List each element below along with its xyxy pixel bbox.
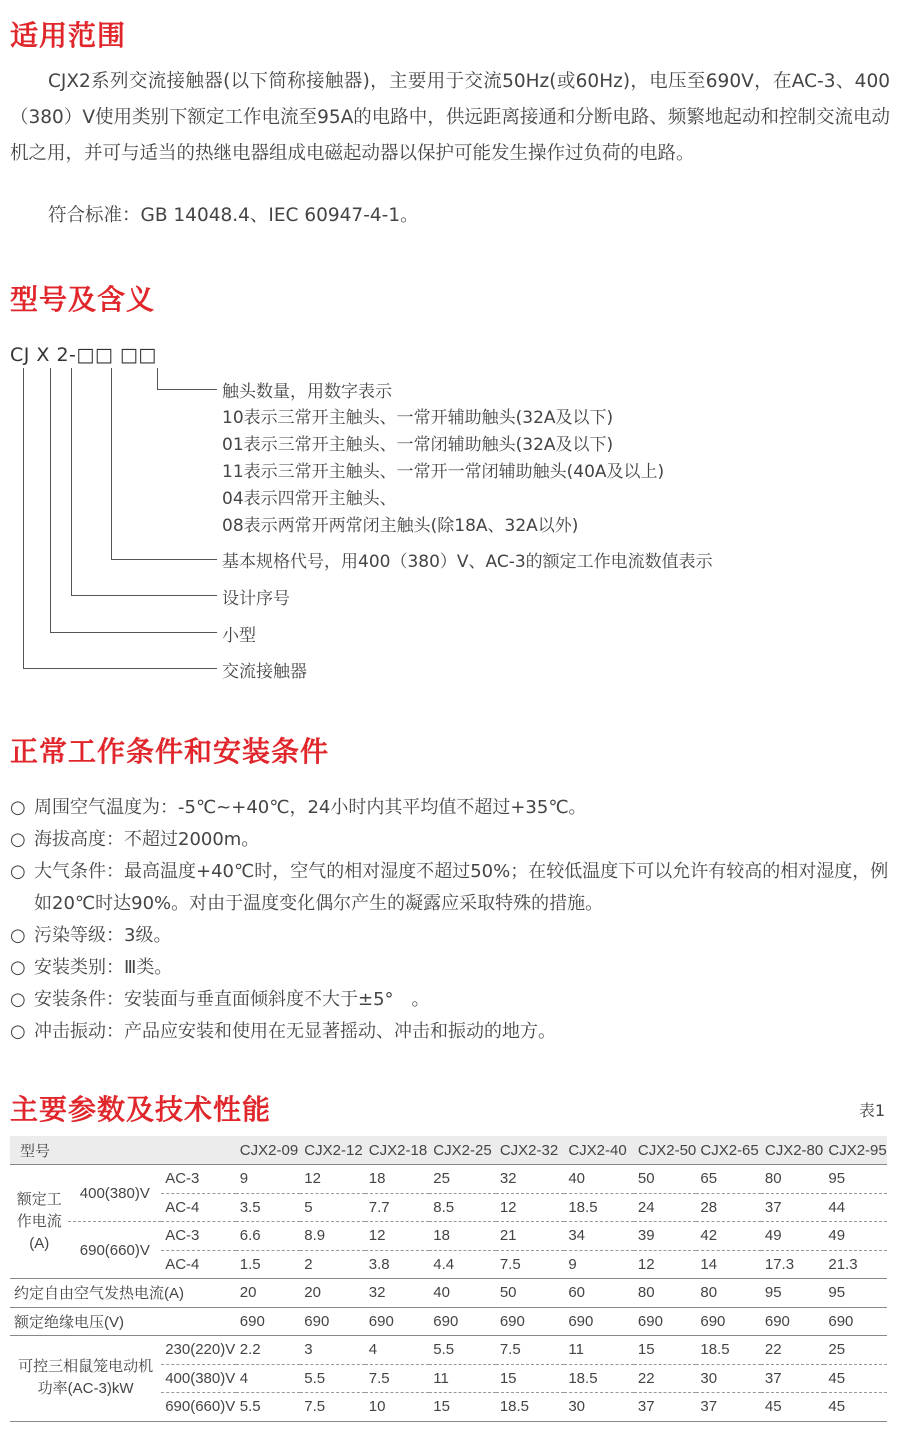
tree-line [50,632,217,633]
table-cell: 80 [761,1165,825,1194]
table-cell: 50 [634,1165,696,1194]
section-title-conditions: 正常工作条件和安装条件 [10,735,330,768]
table-cell: 45 [761,1393,825,1422]
table-cell: 690 [634,1307,696,1336]
table-cell: 7.7 [365,1193,430,1222]
table-cell: 20 [300,1279,365,1308]
table-cell: 690 [496,1307,565,1336]
table-cell: 37 [761,1193,825,1222]
table-cell: 5.5 [236,1393,301,1422]
category-label: AC-4 [161,1250,236,1279]
model-item: 01表示三常开主触头、一常闭辅助触头(32A及以下) [222,435,614,455]
table-row [10,1307,887,1336]
scope-paragraph: CJX2系列交流接触器(以下简称接触器)，主要用于交流50Hz(或60Hz)，电压至690V，在AC-3、400（380）V使用类别下额定工作电流至95A的电路中，供远距离接通和分断电路、频繁地起动和控制交流电动机之用，并可与适当的热继电器组成电磁起动器以保护可能发生操作过负荷的电路。 [10,71,890,164]
table-cell: 50 [496,1279,565,1308]
model-item: 触头数量，用数字表示 [222,382,392,402]
table-cell: 39 [634,1222,696,1251]
table-cell: 25 [429,1165,496,1194]
table-cell: 3 [300,1336,365,1365]
table-cell: 5.5 [300,1364,365,1393]
column-header: CJX2-09 [236,1136,301,1165]
model-item: 10表示三常开主触头、一常开辅助触头(32A及以下) [222,408,614,428]
table-cell: 95 [761,1279,825,1308]
table-cell: 10 [365,1393,430,1422]
table-cell: 44 [824,1193,887,1222]
category-label: AC-4 [161,1193,236,1222]
table-cell: 2 [300,1250,365,1279]
condition-text: 安装条件：安装面与垂直面倾斜度不大于±5° 。 [34,989,430,1010]
column-header: CJX2-50 [634,1136,696,1165]
tree-line [23,368,24,668]
table-cell: 45 [824,1393,887,1422]
column-header: CJX2-32 [496,1136,565,1165]
table-cell: 49 [761,1222,825,1251]
table-cell: 3.5 [236,1193,301,1222]
motor-power-label: 可控三相鼠笼电动机功率(AC-3)kW [10,1336,161,1422]
table-cell: 37 [761,1364,825,1393]
table-cell: 18.5 [496,1393,565,1422]
category-label: AC-3 [161,1165,236,1194]
condition-item [10,792,890,824]
circle-bullet-icon: ○ [10,861,26,882]
circle-bullet-icon: ○ [10,797,26,818]
model-item: 交流接触器 [222,662,307,682]
table-cell: 5 [300,1193,365,1222]
condition-text: 周围空气温度为：-5℃~+40℃，24小时内其平均值不超过+35℃。 [34,797,587,818]
tree-line [50,368,51,632]
circle-bullet-icon: ○ [10,925,26,946]
table-cell: 15 [429,1393,496,1422]
parameters-table [10,1136,887,1422]
table-cell: 6.6 [236,1222,301,1251]
column-header: CJX2-40 [564,1136,634,1165]
column-header: CJX2-25 [429,1136,496,1165]
model-item: 小型 [222,626,256,646]
condition-text: 冲击振动：产品应安装和使用在无显著摇动、冲击和振动的地方。 [34,1021,556,1042]
condition-text: 大气条件：最高温度+40℃时，空气的相对湿度不超过50%；在较低温度下可以允许有较高的相对湿度，例如20℃时达90%。对由于温度变化偶尔产生的凝露应采取特殊的措施。 [34,861,889,914]
circle-bullet-icon: ○ [10,957,26,978]
table-cell: 42 [696,1222,761,1251]
voltage-label: 400(380)V [68,1165,161,1222]
table-cell: 4.4 [429,1250,496,1279]
table-cell: 40 [429,1279,496,1308]
model-item: 08表示两常开两常闭主触头(除18A、32A以外) [222,516,579,536]
section-title-model: 型号及含义 [10,283,156,316]
table-cell: 24 [634,1193,696,1222]
circle-bullet-icon: ○ [10,1021,26,1042]
table-cell: 20 [236,1279,301,1308]
column-header: CJX2-65 [696,1136,761,1165]
table-cell: 37 [634,1393,696,1422]
table-row [10,1279,887,1308]
model-item: 设计序号 [222,589,290,609]
tree-line [111,559,217,560]
condition-text: 污染等级：3级。 [34,925,172,946]
tree-line [157,368,158,389]
model-item: 11表示三常开主触头、一常开一常闭辅助触头(40A及以上) [222,462,665,482]
table-cell: 7.5 [496,1336,565,1365]
table-cell: 37 [696,1393,761,1422]
model-item: 基本规格代号，用400（380）V、AC-3的额定工作电流数值表示 [222,552,713,572]
table-cell: 25 [824,1336,887,1365]
table-cell: 9 [564,1250,634,1279]
condition-text: 海拔高度：不超过2000m。 [34,829,260,850]
tree-line [111,368,112,559]
voltage-label: 690(660)V [161,1393,236,1422]
tree-line [23,668,217,669]
table-cell: 2.2 [236,1336,301,1365]
table-cell: 80 [696,1279,761,1308]
table-cell: 32 [496,1165,565,1194]
table-row [10,1165,887,1194]
table-cell: 18.5 [564,1364,634,1393]
section-title-parameters: 主要参数及技术性能 [10,1093,272,1126]
table-cell: 28 [696,1193,761,1222]
table-cell: 18.5 [564,1193,634,1222]
table-cell: 45 [824,1364,887,1393]
table-cell: 34 [564,1222,634,1251]
table-cell: 15 [634,1336,696,1365]
column-header: CJX2-80 [761,1136,825,1165]
table-cell: 40 [564,1165,634,1194]
condition-item [10,1016,890,1048]
table-cell: 7.5 [496,1250,565,1279]
table-cell: 32 [365,1279,430,1308]
circle-bullet-icon: ○ [10,829,26,850]
table-row [10,1336,887,1365]
table-cell: 690 [236,1307,301,1336]
table-cell: 22 [634,1364,696,1393]
table-cell: 60 [564,1279,634,1308]
table-cell: 9 [236,1165,301,1194]
voltage-label: 690(660)V [68,1222,161,1279]
table-cell: 690 [300,1307,365,1336]
table-cell: 3.8 [365,1250,430,1279]
column-header: CJX2-12 [300,1136,365,1165]
tree-line [71,368,72,595]
condition-item [10,984,890,1016]
table-cell: 4 [365,1336,430,1365]
table-cell: 7.5 [365,1364,430,1393]
table-cell: 690 [564,1307,634,1336]
table-cell: 65 [696,1165,761,1194]
rated-current-label: 额定工作电流(A) [10,1165,68,1279]
table-cell: 690 [429,1307,496,1336]
table-cell: 95 [824,1279,887,1308]
tree-line [71,595,217,596]
table-cell: 21 [496,1222,565,1251]
table-cell: 8.9 [300,1222,365,1251]
table-cell: 30 [564,1393,634,1422]
table-cell: 8.5 [429,1193,496,1222]
table-cell: 95 [824,1165,887,1194]
table-cell: 11 [564,1336,634,1365]
condition-item [10,824,890,856]
model-code: CJ X 2-□□ □□ [10,344,157,366]
condition-item [10,952,890,984]
condition-text: 安装类别：Ⅲ类。 [34,957,173,978]
circle-bullet-icon: ○ [10,989,26,1010]
table-cell: 1.5 [236,1250,301,1279]
table-cell: 14 [696,1250,761,1279]
header-label: 型号 [10,1136,236,1165]
table-row [10,1222,887,1251]
condition-item [10,856,890,920]
table-cell: 80 [634,1279,696,1308]
model-item: 04表示四常开主触头、 [222,489,397,509]
table-cell: 12 [365,1222,430,1251]
tree-line [157,389,217,390]
table-cell: 12 [496,1193,565,1222]
section-title-scope: 适用范围 [10,19,127,52]
table-cell: 11 [429,1364,496,1393]
table-cell: 18 [365,1165,430,1194]
voltage-label: 230(220)V [161,1336,236,1365]
table-cell: 12 [300,1165,365,1194]
table-header-row [10,1136,887,1165]
table-cell: 18 [429,1222,496,1251]
table-cell: 4 [236,1364,301,1393]
table-cell: 12 [634,1250,696,1279]
table-cell: 690 [824,1307,887,1336]
row-label: 额定绝缘电压(V) [10,1307,236,1336]
row-label: 约定自由空气发热电流(A) [10,1279,236,1308]
table-cell: 5.5 [429,1336,496,1365]
table-cell: 21.3 [824,1250,887,1279]
table-cell: 690 [761,1307,825,1336]
table-cell: 7.5 [300,1393,365,1422]
table-cell: 18.5 [696,1336,761,1365]
column-header: CJX2-95 [824,1136,887,1165]
voltage-label: 400(380)V [161,1364,236,1393]
table-cell: 30 [696,1364,761,1393]
category-label: AC-3 [161,1222,236,1251]
table-cell: 22 [761,1336,825,1365]
table-cell: 49 [824,1222,887,1251]
table-label: 表1 [858,1101,885,1120]
standard-line: 符合标准：GB 14048.4、IEC 60947-4-1。 [48,205,419,226]
table-cell: 690 [365,1307,430,1336]
column-header: CJX2-18 [365,1136,430,1165]
condition-item [10,920,890,952]
table-cell: 15 [496,1364,565,1393]
table-cell: 17.3 [761,1250,825,1279]
table-cell: 690 [696,1307,761,1336]
